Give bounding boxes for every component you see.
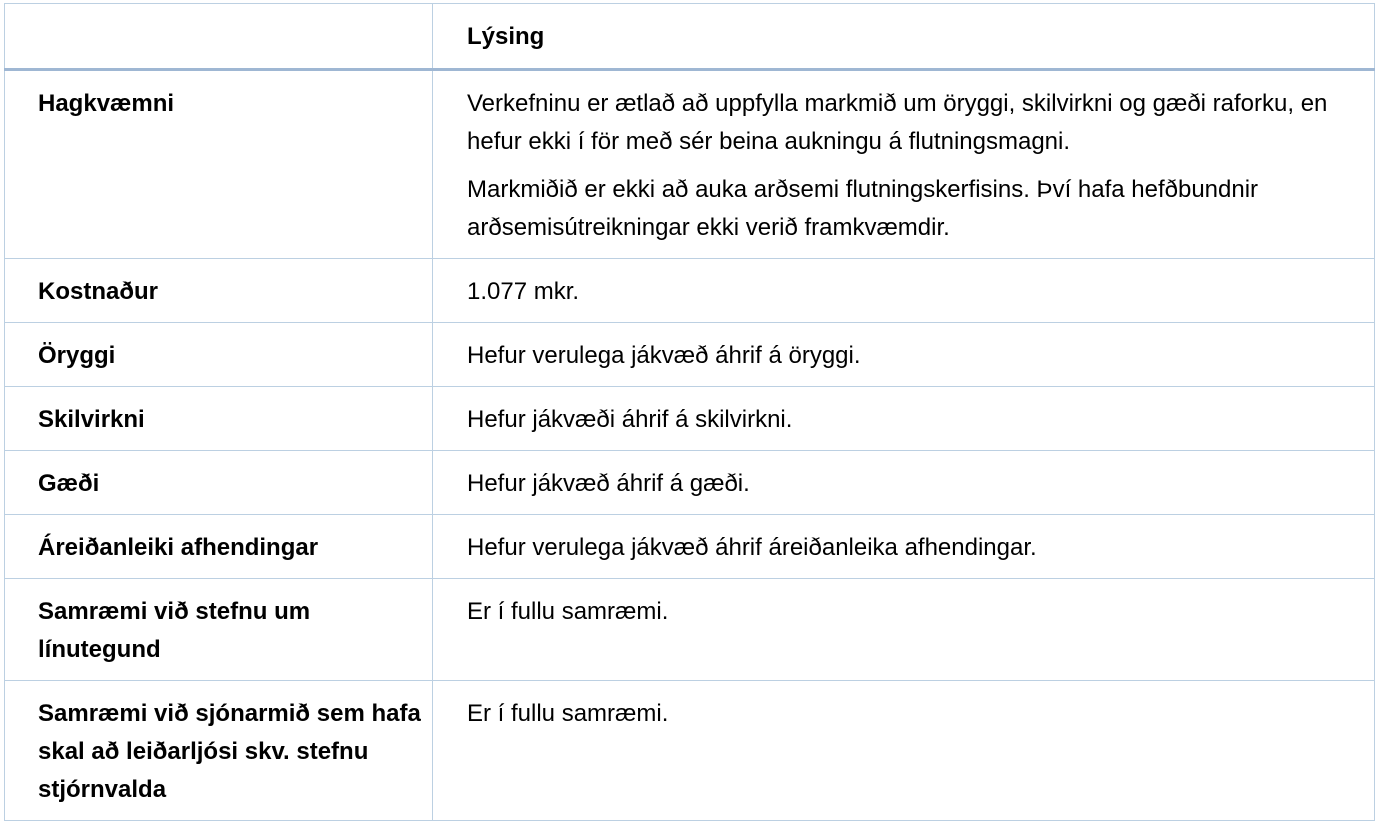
row-label: Áreiðanleiki afhendingar [38,534,319,561]
row-label-cell [5,323,433,387]
row-label: Skilvirkni [38,406,145,433]
header-label-lysing: Lýsing [467,23,545,50]
row-label: Gæði [38,470,100,497]
row-label: Öryggi [38,342,116,369]
row-description: Hefur jákvæð áhrif á gæði. [467,470,750,497]
table-row-hagkvaemni [5,70,1375,259]
row-description-cell [433,323,1375,387]
row-description: Hefur jákvæði áhrif á skilvirkni. [467,406,793,433]
row-label-cell [5,515,433,579]
row-description-cell [433,70,1375,259]
row-description-cell [433,515,1375,579]
table-row-oryggi [5,323,1375,387]
table-row-samraemi-linutegund [5,579,1375,681]
row-label-cell [5,259,433,323]
table-row-kostnadur [5,259,1375,323]
row-label: Hagkvæmni [38,90,175,117]
table-row-gaedi [5,451,1375,515]
header-cell-description [433,4,1375,70]
row-description-cell [433,579,1375,681]
header-cell-empty [5,4,433,70]
row-description: Hefur verulega jákvæð áhrif á öryggi. [467,342,861,369]
table-row-samraemi-stjornvalda [5,681,1375,821]
header-label-col1 [5,4,432,29]
row-label: Samræmi við stefnu um línutegund [38,598,311,663]
row-description-paragraph: Markmiðið er ekki að auka arðsemi flutningskerfisins. Því hafa hefðbundnir arðsemisútreikningar ekki verið framkvæmdir. [467,176,1259,241]
row-label-cell [5,451,433,515]
table-row-areidanleiki [5,515,1375,579]
row-description-cell [433,681,1375,821]
row-description: Er í fullu samræmi. [467,700,669,727]
criteria-table [4,3,1375,821]
row-description: 1.077 mkr. [467,278,580,305]
table-row-skilvirkni [5,387,1375,451]
row-description-cell [433,451,1375,515]
row-label-cell [5,387,433,451]
row-label-cell [5,579,433,681]
row-label-cell [5,681,433,821]
row-description: Hefur verulega jákvæð áhrif áreiðanleika afhendingar. [467,534,1037,561]
row-description-cell [433,259,1375,323]
row-description: Er í fullu samræmi. [467,598,669,625]
table-header-row [5,4,1375,70]
row-description-paragraph: Verkefninu er ætlað að uppfylla markmið um öryggi, skilvirkni og gæði raforku, en hefur ekki í för með sér beina aukningu á flutningsmagni. [467,90,1328,155]
row-label: Samræmi við sjónarmið sem hafa skal að leiðarljósi skv. stefnu stjórnvalda [38,700,421,803]
row-label: Kostnaður [38,278,158,305]
row-label-cell [5,70,433,259]
row-description-cell [433,387,1375,451]
